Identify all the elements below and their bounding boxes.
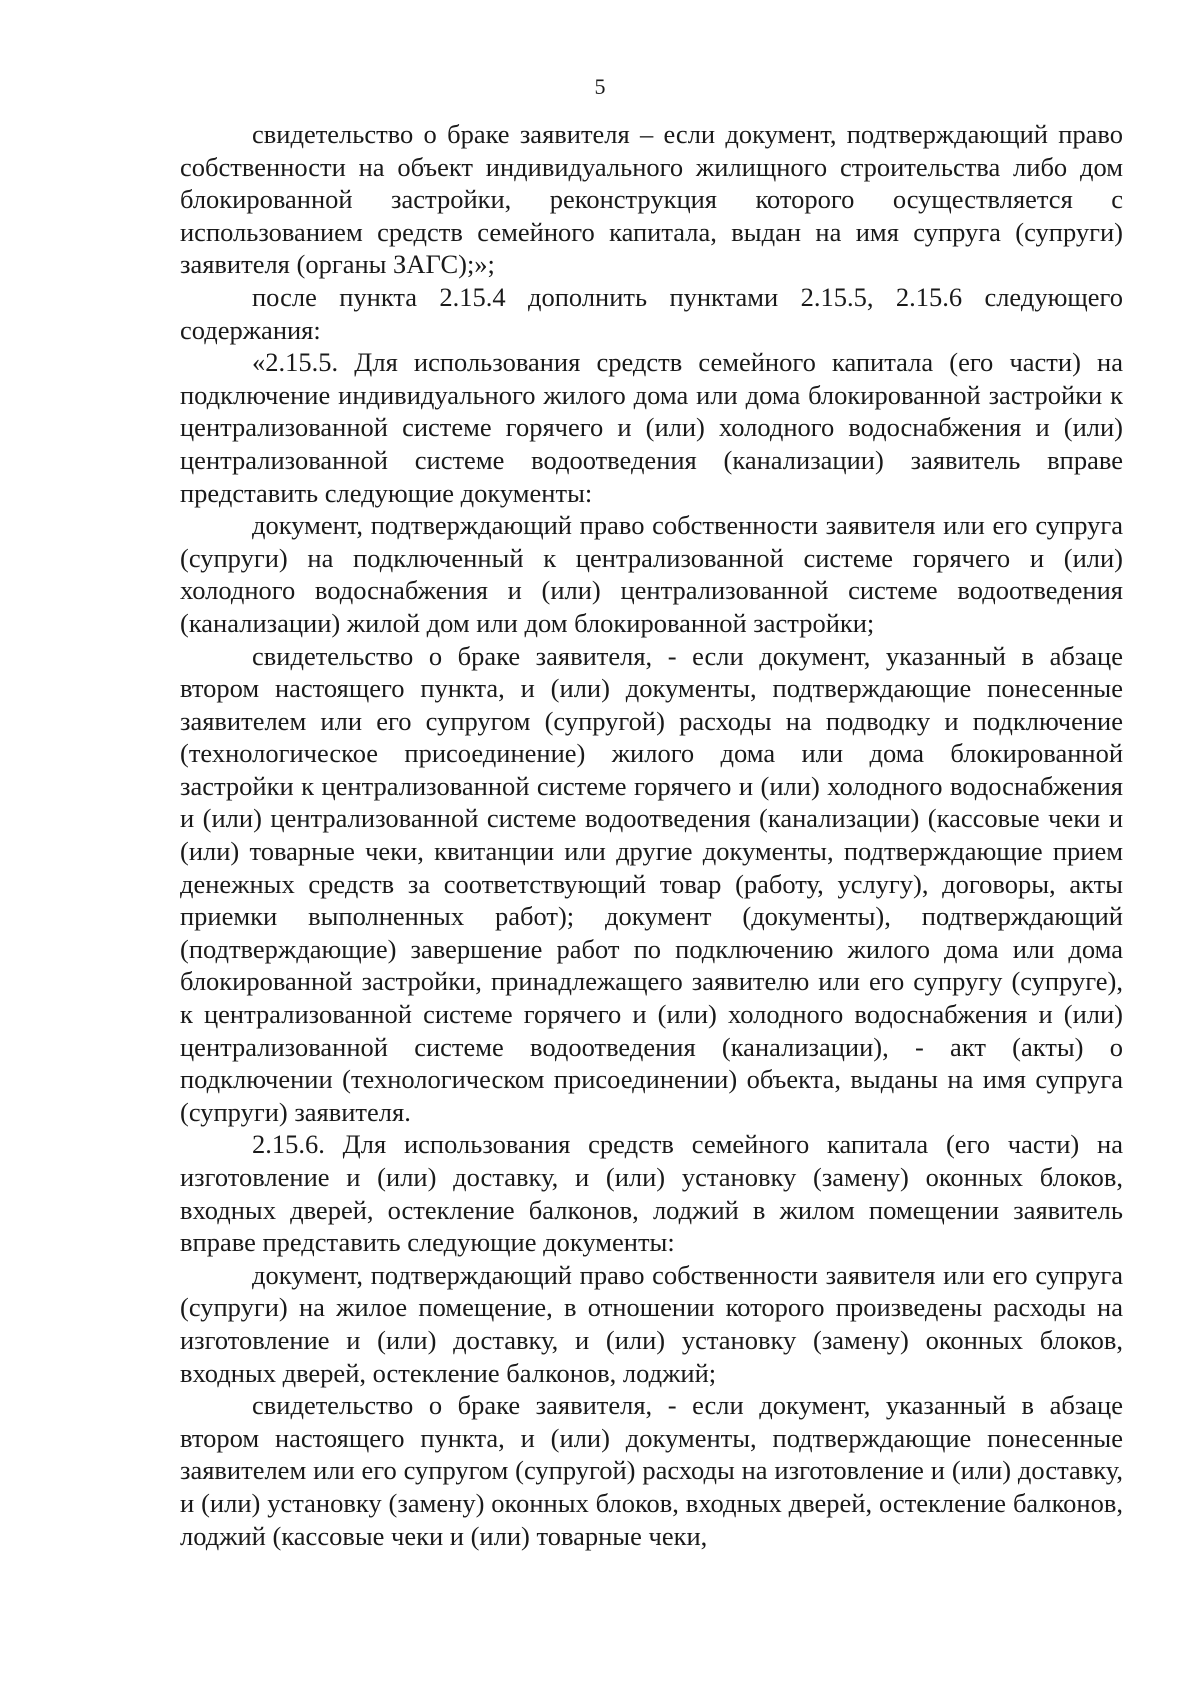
paragraph-2-15-5-ownership-document: документ, подтверждающий право собственности заявителя или его супруга (супруги) на подключенный к централизованной системе горячего и (или) холодного водоснабжения и (или) централизованной системе водоотведения (канализации) жилой дом или дом блокированной застройки; (180, 510, 1123, 638)
paragraph-2-15-6-ownership-document: документ, подтверждающий право собственности заявителя или его супруга (супруги) на жилое помещение, в отношении которого произведены расходы на изготовление и (или) доставку, и (или) установку (замену) оконных блоков, входных дверей, остекление балконов, лоджий; (180, 1259, 1123, 1388)
paragraph-amendment-intro: после пункта 2.15.4 дополнить пунктами 2.15.5, 2.15.6 следующего содержания: (180, 281, 1123, 345)
paragraph-2-15-5-marriage-certificate: свидетельство о браке заявителя, - если документ, указанный в абзаце втором настоящего пункта, и (или) документы, подтверждающие понесенные заявителем или его супругом (супругой) расходы на подводку и подключение (технологическое присоединение) жилого дома или дома блокированной застройки к централизованной системе горячего и (или) холодного водоснабжения и (или) централизованной системе водоотведения (канализации) (кассовые чеки и (или) товарные чеки, квитанции или другие документы, подтверждающие прием денежных средств за соответствующий товар (работу, услугу), договоры, акты приемки выполненных работ); документ (документы), подтверждающий (подтверждающие) завершение работ по подключению жилого дома или дома блокированной застройки, принадлежащего заявителю или его супругу (супруге), к централизованной системе горячего и (или) холодного водоснабжения и (или) централизованной системе водоотведения (канализации), - акт (акты) о подключении (технологическом присоединении) объекта, выданы на имя супруга (супруги) заявителя. (180, 640, 1123, 1127)
paragraph-marriage-certificate-igs: свидетельство о браке заявителя – если документ, подтверждающий право собственности на объект индивидуального жилищного строительства либо дом блокированной застройки, реконструкция которого осуществляется с использованием средств семейного капитала, выдан на имя супруга (супруги) заявителя (органы ЗАГС);»; (180, 119, 1123, 280)
paragraph-2-15-6-heading: 2.15.6. Для использования средств семейного капитала (его части) на изготовление и (или) доставку, и (или) установку (замену) оконных блоков, входных дверей, остекление балконов, лоджий в жилом помещении заявитель вправе представить следующие документы: (180, 1129, 1123, 1258)
paragraph-2-15-6-marriage-certificate: свидетельство о браке заявителя, - если документ, указанный в абзаце втором настоящего пункта, и (или) документы, подтверждающие понесенные заявителем или его супругом (супругой) расходы на изготовление и (или) доставку, и (или) установку (замену) оконных блоков, входных дверей, остекление балконов, лоджий (кассовые чеки и (или) товарные чеки, (180, 1390, 1123, 1551)
paragraph-2-15-5-heading: «2.15.5. Для использования средств семейного капитала (его части) на подключение индивидуального жилого дома или дома блокированной застройки к централизованной системе горячего и (или) холодного водоснабжения и (или) централизованной системе водоотведения (канализации) заявитель вправе представить следующие документы: (180, 347, 1123, 508)
page-number: 5 (594, 74, 606, 99)
document-body (180, 118, 1123, 1552)
